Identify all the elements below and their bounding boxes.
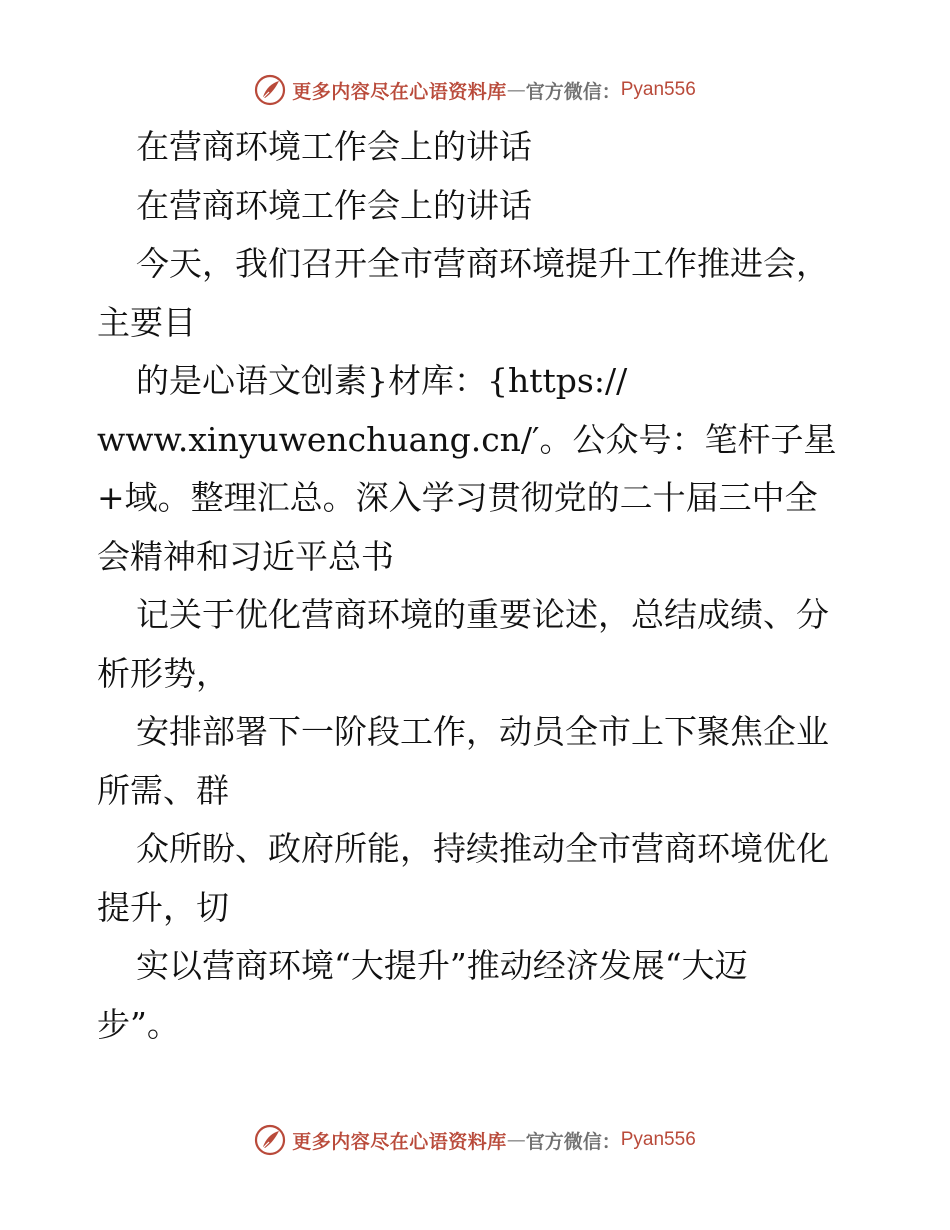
document-body <box>97 118 867 1054</box>
paragraph-line: 众所盼、政府所能，持续推动全市营商环境优化 <box>136 829 829 868</box>
watermark-official-label: 官方微信： <box>525 80 621 103</box>
header-watermark <box>0 70 950 110</box>
watermark-wechat-id: Pyan556 <box>620 79 696 100</box>
paragraph-line: +域。整理汇总。深入学习贯彻党的二十届三中全 <box>97 478 818 517</box>
paragraph-line: 的是心语文创素}材库：{https:// <box>136 361 628 400</box>
document-title: 在营商环境工作会上的讲话 <box>136 127 532 166</box>
paragraph-line: 实以营商环境“大提升”推动经济发展“大迈 <box>136 946 748 985</box>
paragraph-line: 主要目 <box>97 302 196 342</box>
paragraph-line: 析形势， <box>97 653 229 693</box>
watermark-dash: — <box>506 79 526 101</box>
paragraph-line: 步”。 <box>97 1004 180 1044</box>
footer-watermark <box>0 1120 950 1160</box>
paragraph-line: www.xinyuwenchuang.cn/′。公众号：笔杆子星 <box>97 419 837 459</box>
paragraph-line: 所需、群 <box>97 770 229 810</box>
watermark-main-text: 更多内容尽在心语资料库 <box>292 1130 507 1153</box>
paragraph-line: 提升，切 <box>97 887 229 927</box>
quill-logo-icon <box>254 1124 286 1156</box>
watermark-main-text: 更多内容尽在心语资料库 <box>292 80 507 103</box>
watermark-wechat-id: Pyan556 <box>620 1129 696 1150</box>
watermark-dash: — <box>506 1129 526 1151</box>
document-subtitle: 在营商环境工作会上的讲话 <box>136 185 532 225</box>
paragraph-line: 会精神和习近平总书 <box>97 536 394 576</box>
paragraph-line: 记关于优化营商环境的重要论述，总结成绩、分 <box>136 595 829 634</box>
paragraph-line: 今天，我们召开全市营商环境提升工作推进会， <box>136 244 829 283</box>
quill-logo-icon <box>254 74 286 106</box>
paragraph-line: 安排部署下一阶段工作，动员全市上下聚焦企业 <box>136 712 829 751</box>
watermark-official-label: 官方微信： <box>525 1130 621 1153</box>
